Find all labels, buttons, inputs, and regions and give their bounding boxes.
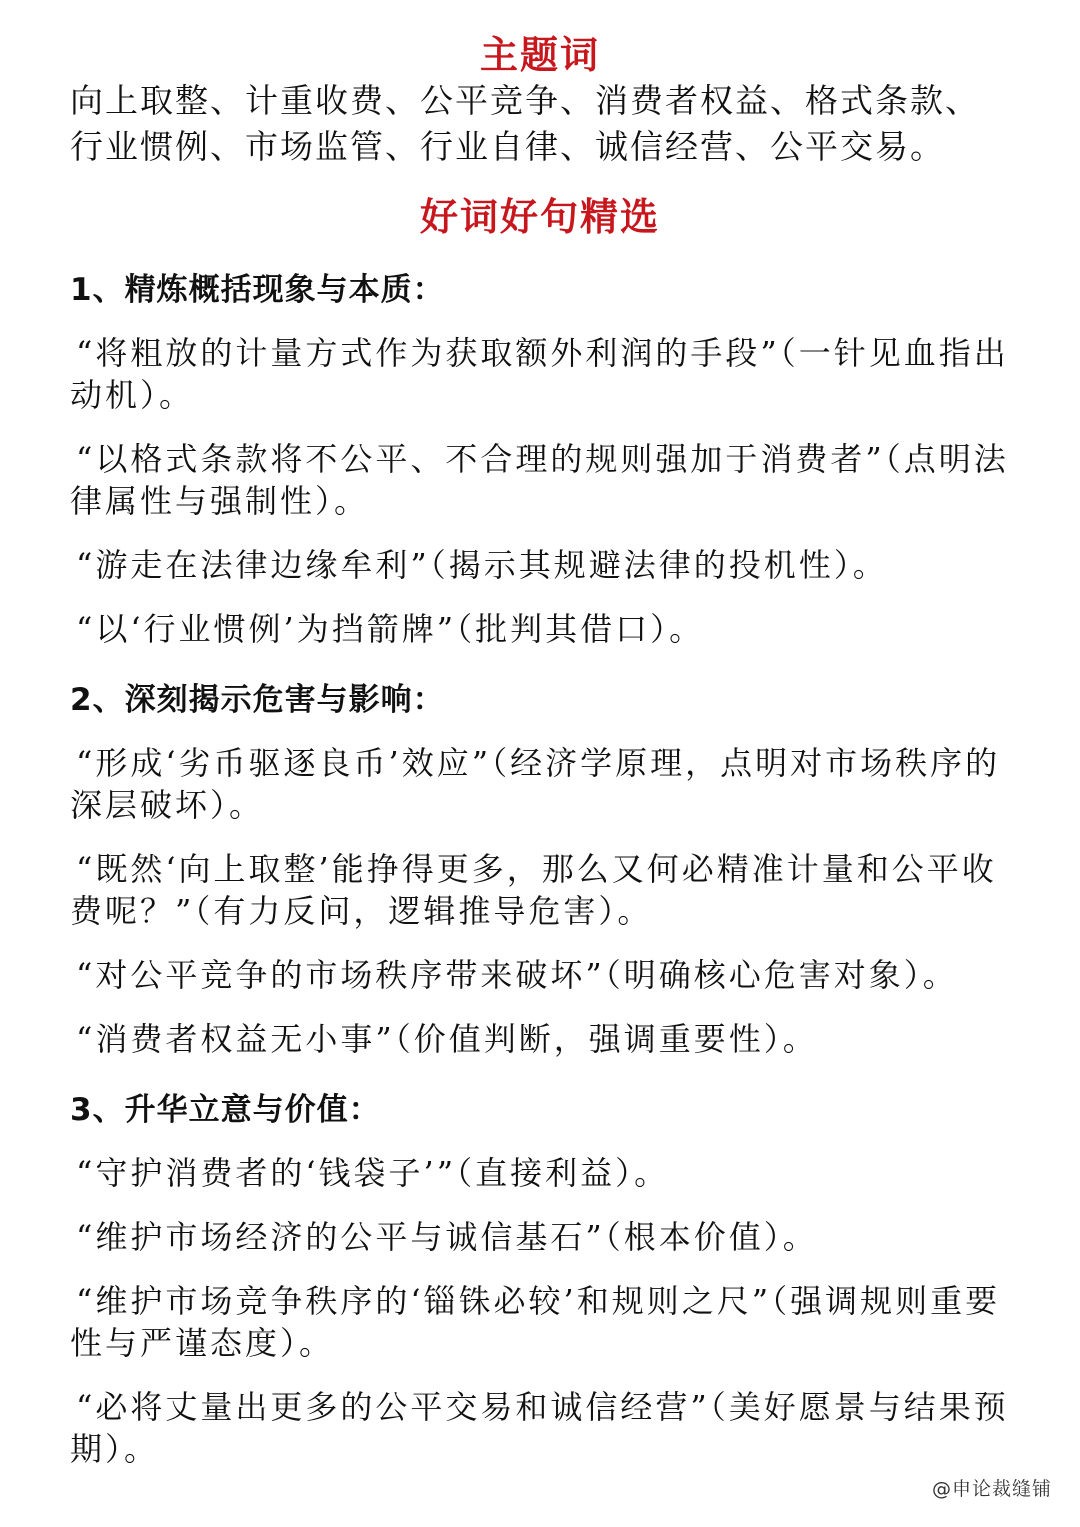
theme-words-title: 主题词 [479, 32, 600, 77]
phrase-item: “以‘行业惯例’为挡箭牌”（批判其借口）。 [76, 610, 705, 648]
section-1 [70, 270, 1010, 650]
phrase-item: “游走在法律边缘牟利”（揭示其规避法律的投机性）。 [76, 546, 888, 584]
theme-words-line-2: 行业惯例、市场监管、行业自律、诚信经营、公平交易。 [70, 127, 945, 166]
phrase-item: “以格式条款将不公平、不合理的规则强加于消费者”（点明法律属性与强制性）。 [70, 440, 1009, 520]
phrase-item: “维护市场竞争秩序的‘锱铢必较’和规则之尺”（强调规则重要性与严谨态度）。 [70, 1282, 1001, 1362]
phrase-item: “守护消费者的‘钱袋子’”（直接利益）。 [76, 1154, 670, 1192]
section-heading: 2、深刻揭示危害与影响： [70, 682, 445, 718]
section-heading: 3、升华立意与价值： [70, 1092, 381, 1128]
section-heading: 1、精炼概括现象与本质： [70, 272, 445, 308]
theme-words-block [70, 78, 1010, 170]
section-3 [70, 1090, 1010, 1470]
phrase-item: “形成‘劣币驱逐良币’效应”（经济学原理，点明对市场秩序的深层破坏）。 [70, 744, 1001, 824]
phrase-item: “消费者权益无小事”（价值判断，强调重要性）。 [76, 1020, 818, 1058]
section-2 [70, 680, 1010, 1060]
selection-title: 好词好句精选 [419, 194, 660, 239]
phrase-item: “必将丈量出更多的公平交易和诚信经营”（美好愿景与结果预期）。 [70, 1388, 1009, 1468]
phrase-item: “维护市场经济的公平与诚信基石”（根本价值）。 [76, 1218, 818, 1256]
phrase-item: “对公平竞争的市场秩序带来破坏”（明确核心危害对象）。 [76, 956, 958, 994]
phrase-item: “将粗放的计量方式作为获取额外利润的手段”（一针见血指出动机）。 [70, 334, 1009, 414]
theme-words-line-1: 向上取整、计重收费、公平竞争、消费者权益、格式条款、 [70, 81, 980, 120]
phrase-item: “既然‘向上取整’能挣得更多，那么又何必精准计量和公平收费呢？”（有力反问，逻辑推导危害）。 [70, 850, 997, 930]
author-watermark: @申论裁缝铺 [931, 1478, 1052, 1500]
